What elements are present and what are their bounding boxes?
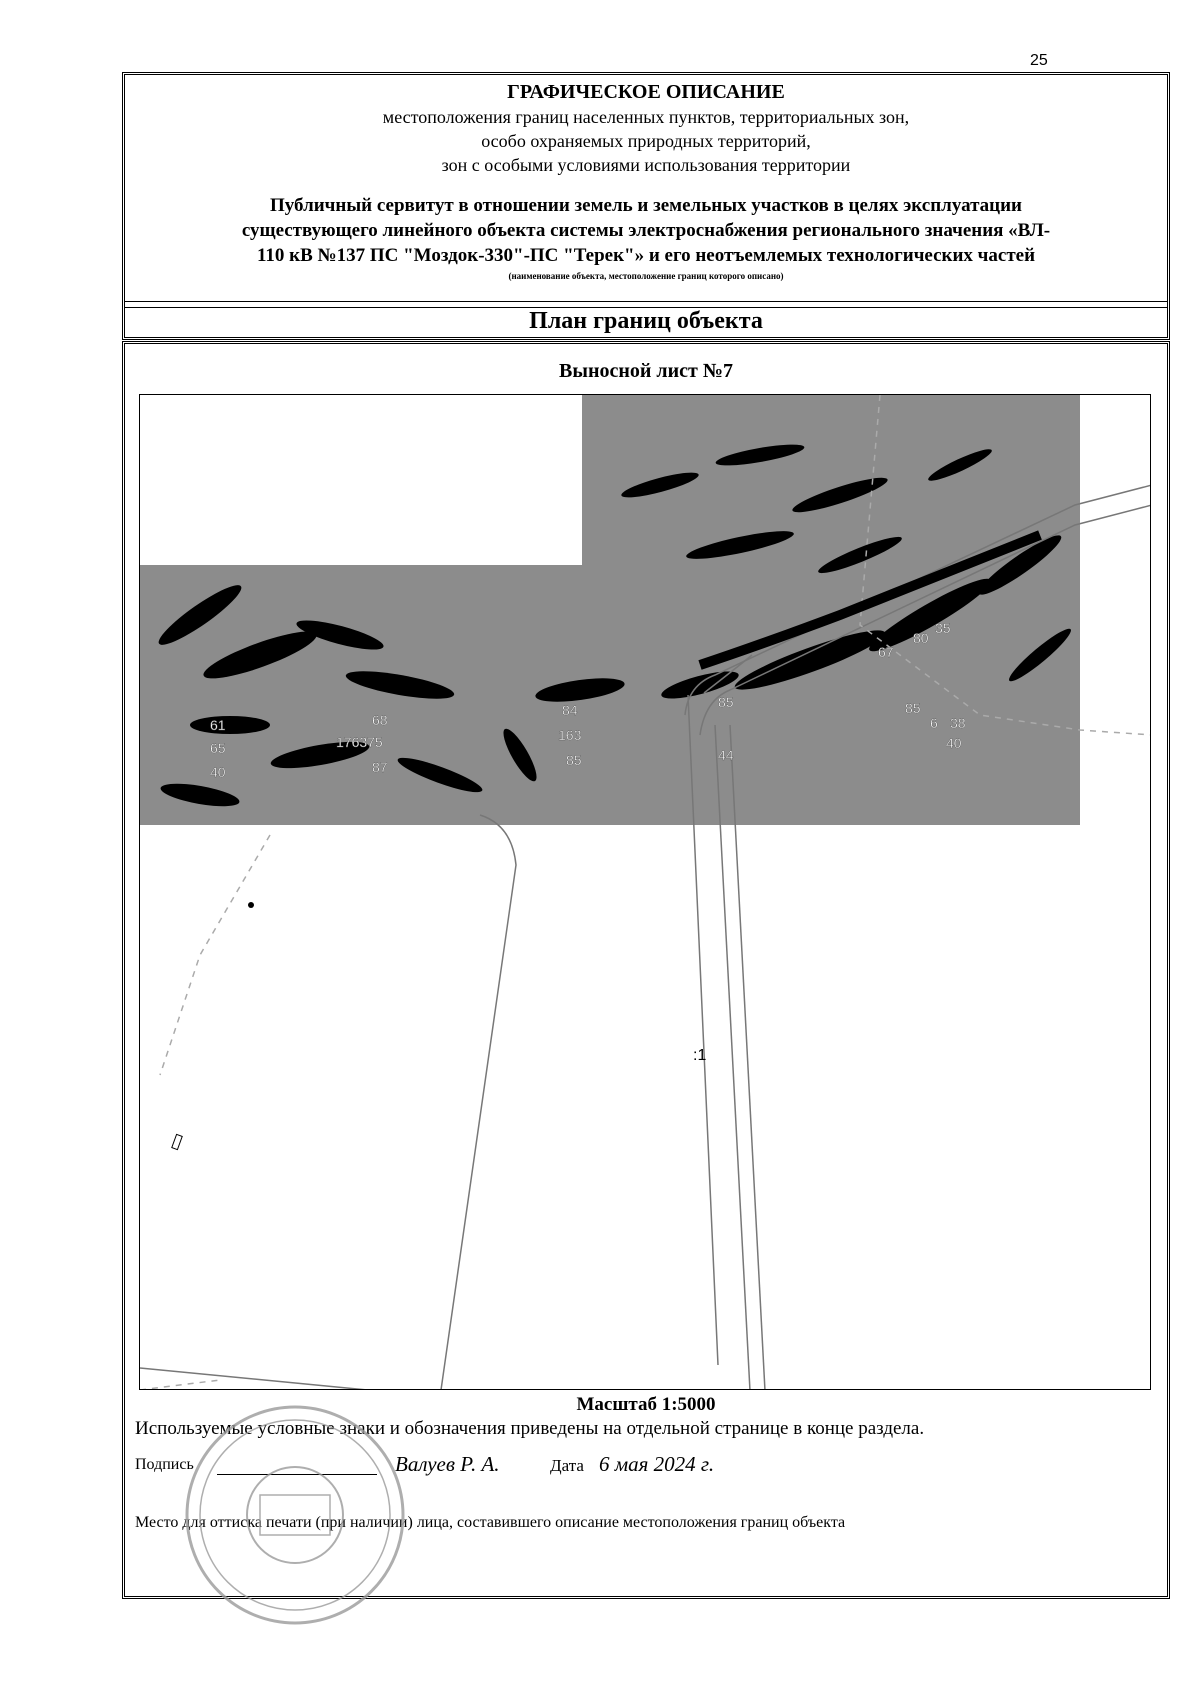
map-scale: Масштаб 1:5000 bbox=[576, 1394, 716, 1415]
subtitle-line: особо охраняемых природных территорий, bbox=[481, 131, 811, 151]
map-label: 6 bbox=[930, 715, 938, 731]
map-label: 85 bbox=[718, 694, 734, 710]
parcel-marker bbox=[172, 1134, 182, 1149]
map-drawing bbox=[140, 395, 1151, 1390]
date-label: Дата bbox=[550, 1456, 584, 1475]
subtitle-line: местоположения границ населенных пунктов, территориальных зон, bbox=[382, 107, 910, 127]
date-value: 6 мая 2024 г. bbox=[599, 1452, 715, 1476]
object-caption: (наименование объекта, местоположение границ которого описано) bbox=[508, 271, 784, 281]
plan-title: План границ объекта bbox=[125, 307, 1167, 335]
stamp-place-label: Место для оттиска печати (при наличии) лица, составившего описание местоположения границ объекта bbox=[135, 1514, 846, 1531]
header-frame bbox=[122, 72, 1170, 340]
object-name-line: 110 кВ №137 ПС "Моздок-330"-ПС "Терек"» и его неотъемлемых технологических частей bbox=[256, 245, 1036, 266]
map-label: 84 bbox=[562, 702, 578, 718]
document-title: ГРАФИЧЕСКОЕ ОПИСАНИЕ bbox=[507, 81, 785, 103]
map-label: 80 bbox=[913, 630, 929, 646]
map-view bbox=[139, 394, 1151, 1390]
map-label: 85 bbox=[905, 700, 921, 716]
page-number: 25 bbox=[1030, 52, 1048, 69]
map-label: 65 bbox=[210, 740, 226, 756]
map-label: 67 bbox=[878, 644, 894, 660]
map-label: 40 bbox=[210, 764, 226, 780]
map-label: 35 bbox=[935, 620, 951, 636]
signature-label: Подпись bbox=[135, 1456, 194, 1473]
legend-note: Используемые условные знаки и обозначения приведены на отдельной странице в конце раздела. bbox=[135, 1418, 925, 1439]
map-label: 176375 bbox=[336, 734, 383, 750]
map-label: :1 bbox=[693, 1047, 707, 1064]
header-block bbox=[125, 75, 1167, 302]
map-label: 38 bbox=[950, 715, 966, 731]
signer-name: Валуев Р. А. bbox=[395, 1452, 500, 1476]
sheet-title: Выносной лист №7 bbox=[559, 360, 733, 382]
map-label: 40 bbox=[946, 735, 962, 751]
map-label: 85 bbox=[566, 752, 582, 768]
map-label: 87 bbox=[372, 759, 388, 775]
map-label: 44 bbox=[718, 747, 734, 763]
object-name-line: существующего линейного объекта системы электроснабжения регионального значения «ВЛ- bbox=[241, 220, 1051, 241]
map-label: 61 bbox=[210, 717, 226, 733]
map-label: 68 bbox=[372, 712, 388, 728]
point-marker bbox=[248, 902, 254, 908]
object-name-line: Публичный сервитут в отношении земель и земельных участков в целях эксплуатации bbox=[270, 195, 1022, 216]
company-seal bbox=[180, 1400, 410, 1630]
map-label: 163 bbox=[558, 727, 582, 743]
subtitle-line: зон с особыми условиями использования территории bbox=[441, 155, 851, 175]
